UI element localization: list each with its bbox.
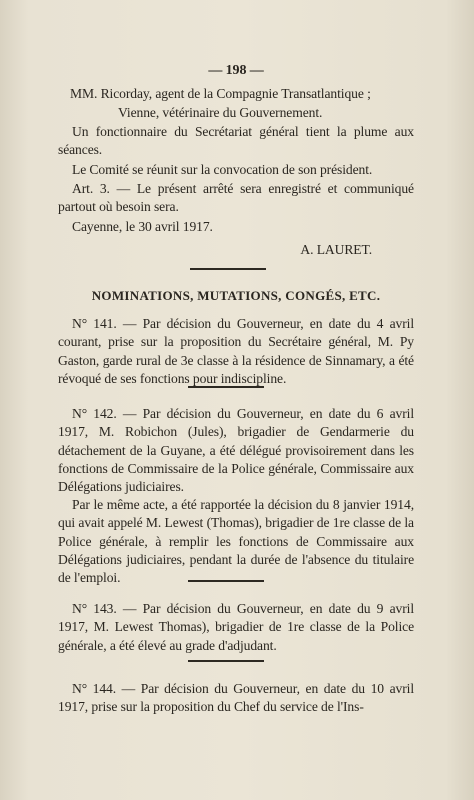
- divider: [188, 580, 264, 582]
- entry-142: N° 142. — Par décision du Gouverneur, en date du 6 avril 1917, M. Robichon (Jules), brigadier de Gendarmerie du détachement de la Guyane, a été délégué provisoirement dans les fonctions de Commissaire de la Police générale, Commissaire aux Délégations judiciaires.: [58, 406, 414, 495]
- entry-142-continuation: Par le même acte, a été rapportée la décision du 8 janvier 1914, qui avait appelé M. Lewest (Thomas), brigadier de 1re classe de la Police générale, à remplir les fonctions de Commissaire aux Délégations judiciaires, pendant la durée de l'absence du titulaire de l'emploi.: [58, 497, 414, 586]
- entry-141: N° 141. — Par décision du Gouverneur, en date du 4 avril courant, prise sur la proposition du Secrétaire général, M. Py Gaston, garde rural de 3e classe à la résidence de Sinnamary, a été révoqué de ses fonctions pour indiscipline.: [58, 316, 414, 386]
- divider: [188, 660, 264, 662]
- signature: A. LAURET.: [300, 242, 372, 257]
- secretariat-paragraph: Un fonctionnaire du Secrétariat général tient la plume aux séances.: [58, 124, 414, 158]
- section-title: NOMINATIONS, MUTATIONS, CONGÉS, ETC.: [91, 288, 381, 303]
- place-date: Cayenne, le 30 avril 1917.: [72, 219, 213, 234]
- members-line-2: Vienne, vétérinaire du Gouvernement.: [118, 105, 323, 120]
- article-3-paragraph: Art. 3. — Le présent arrêté sera enregistré et communiqué partout où besoin sera.: [58, 181, 414, 215]
- entry-143: N° 143. — Par décision du Gouverneur, en date du 9 avril 1917, M. Lewest Thomas), brigadier de 1re classe de la Police générale, a été élevé au grade d'adjudant.: [58, 601, 414, 653]
- page-number: — 198 —: [208, 63, 264, 78]
- divider: [188, 386, 264, 388]
- divider: [190, 268, 266, 270]
- members-line-1: MM. Ricorday, agent de la Compagnie Transatlantique ;: [70, 86, 371, 101]
- entry-144: N° 144. — Par décision du Gouverneur, en date du 10 avril 1917, prise sur la proposition du Chef du service de l'Ins-: [58, 681, 414, 715]
- convocation-paragraph: Le Comité se réunit sur la convocation de son président.: [72, 162, 373, 177]
